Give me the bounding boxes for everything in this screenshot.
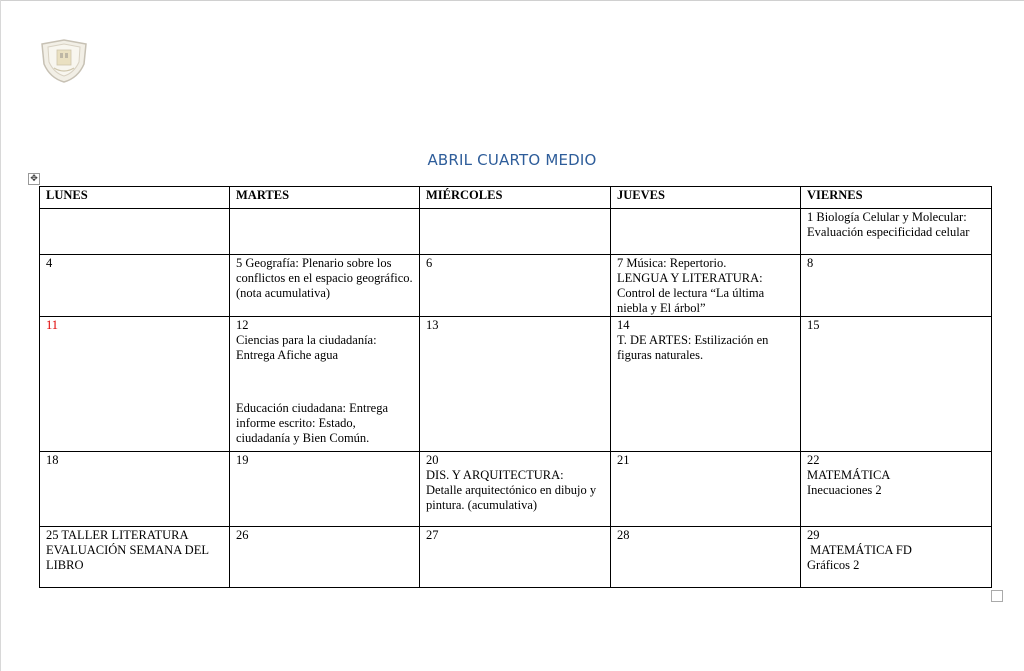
cell-jueves[interactable]	[611, 452, 801, 527]
cell-martes[interactable]	[230, 527, 420, 588]
header-martes: MARTES	[230, 187, 420, 209]
cell-text: 29	[807, 528, 820, 542]
cell-lunes[interactable]	[40, 317, 230, 452]
header-lunes: LUNES	[40, 187, 230, 209]
cell-text: Inecuaciones 2	[807, 483, 882, 497]
cell-text: MATEMÁTICA FD	[807, 543, 912, 557]
cell-text: 5 Geografía: Plenario sobre los conflictos en el espacio geográfico. (nota acumulativa)	[236, 256, 413, 300]
table-row	[40, 527, 992, 588]
table-row	[40, 317, 992, 452]
cell-text: 15	[807, 318, 820, 332]
cell-martes[interactable]	[230, 209, 420, 255]
cell-viernes[interactable]	[801, 209, 992, 255]
school-crest-logo	[38, 38, 90, 84]
holiday-date: 11	[46, 318, 59, 332]
cell-text: 22	[807, 453, 820, 467]
cell-lunes[interactable]	[40, 255, 230, 317]
cell-miercoles[interactable]	[420, 452, 611, 527]
cell-text: 26	[236, 528, 249, 542]
table-row	[40, 255, 992, 317]
cell-martes[interactable]	[230, 255, 420, 317]
cell-jueves[interactable]	[611, 527, 801, 588]
cell-lunes[interactable]	[40, 452, 230, 527]
page-left-edge	[0, 0, 1, 671]
table-move-handle-icon[interactable]: ✥	[28, 173, 40, 185]
cell-text: 20	[426, 453, 439, 467]
cell-text: 13	[426, 318, 439, 332]
cell-text: 14	[617, 318, 630, 332]
table-row	[40, 452, 992, 527]
cell-text: 19	[236, 453, 249, 467]
cell-lunes[interactable]	[40, 527, 230, 588]
spacer	[236, 363, 413, 401]
cell-text: 28	[617, 528, 630, 542]
cell-lunes[interactable]	[40, 209, 230, 255]
cell-text: LENGUA Y LITERATURA: Control de lectura “La última niebla y El árbol”	[617, 271, 765, 315]
cell-viernes[interactable]	[801, 527, 992, 588]
cell-jueves[interactable]	[611, 255, 801, 317]
cell-viernes[interactable]	[801, 317, 992, 452]
header-miercoles: MIÉRCOLES	[420, 187, 611, 209]
cell-text: 18	[46, 453, 59, 467]
cell-text: 6	[426, 256, 433, 270]
page-title: ABRIL CUARTO MEDIO	[427, 151, 597, 169]
cell-text: 4	[46, 256, 53, 270]
cell-jueves[interactable]	[611, 209, 801, 255]
cell-viernes[interactable]	[801, 452, 992, 527]
cell-text: Gráficos 2	[807, 558, 860, 572]
cell-text: DIS. Y ARQUITECTURA:	[426, 468, 564, 482]
page-top-edge	[0, 0, 1024, 1]
cell-text: Educación ciudadana: Entrega informe escrito: Estado, ciudadanía y Bien Común.	[236, 401, 389, 445]
table-row	[40, 209, 992, 255]
cell-text: 27	[426, 528, 439, 542]
cell-text: T. DE ARTES: Estilización en figuras naturales.	[617, 333, 769, 362]
calendar-table	[39, 186, 992, 588]
cell-text: 1 Biología Celular y Molecular: Evaluación especificidad celular	[807, 210, 970, 239]
cell-text: 7 Música: Repertorio.	[617, 256, 727, 270]
cell-miercoles[interactable]	[420, 527, 611, 588]
cell-martes[interactable]	[230, 452, 420, 527]
cell-miercoles[interactable]	[420, 209, 611, 255]
cell-viernes[interactable]	[801, 255, 992, 317]
header-jueves: JUEVES	[611, 187, 801, 209]
cell-text: Ciencias para la ciudadanía: Entrega Afiche agua	[236, 333, 377, 362]
table-resize-handle[interactable]	[991, 590, 1003, 602]
cell-text: 8	[807, 256, 814, 270]
cell-miercoles[interactable]	[420, 317, 611, 452]
cell-text: 25 TALLER LITERATURA EVALUACIÓN SEMANA DEL LIBRO	[46, 528, 209, 572]
cell-jueves[interactable]	[611, 317, 801, 452]
cell-miercoles[interactable]	[420, 255, 611, 317]
header-viernes: VIERNES	[801, 187, 992, 209]
cell-text: 21	[617, 453, 630, 467]
header-row	[40, 187, 992, 209]
cell-text: MATEMÁTICA	[807, 468, 891, 482]
cell-martes[interactable]	[230, 317, 420, 452]
cell-text: 12	[236, 318, 249, 332]
cell-text: Detalle arquitectónico en dibujo y pintura. (acumulativa)	[426, 483, 597, 512]
